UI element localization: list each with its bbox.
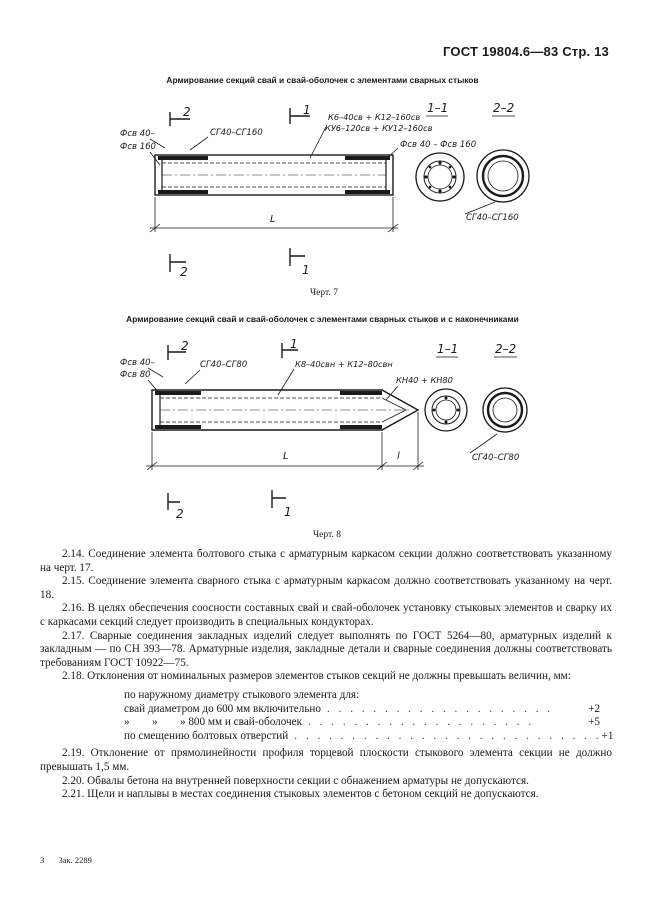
fig2-section-1-top: 1	[290, 337, 298, 351]
paragraph-2-17: 2.17. Сварные соединения закладных изделий следует выполнять по ГОСТ 5264—80, арматурных изделий к закладным — по СН 393—78. Арматурные изделия, закладные детали и сварные соединения должны соответствовать требованиям ГОСТ 10922—75.	[40, 629, 612, 669]
fig2-left-marker-2: Фсв 80	[120, 370, 151, 380]
tolerance-value: +5	[588, 716, 600, 729]
fig1-length: L	[270, 214, 276, 225]
tolerance-row	[40, 716, 612, 730]
fig1-section-2-bottom: 2	[180, 265, 188, 279]
figure-1-caption: Черт. 7	[310, 288, 338, 298]
fig2-section-2-2: 2–2	[495, 342, 517, 356]
fig2-section-2-bottom: 2	[176, 507, 184, 521]
fig2-sg-section: СГ40–СГ80	[472, 453, 520, 463]
tolerance-label: по смещению болтовых отверстий	[124, 729, 289, 742]
tolerance-label: свай диаметром до 600 мм включительно	[124, 702, 321, 715]
page-header: ГОСТ 19804.6—83 Стр. 13	[443, 44, 609, 59]
tolerance-list	[40, 689, 612, 743]
leader-dots: . . . . . . . . . . . . . . . . . . . . . . . . . . .	[294, 729, 602, 742]
fig2-section-1-bottom: 1	[284, 505, 292, 519]
fig2-cage-label: К8–40свн + К12–80свн	[295, 359, 393, 369]
paragraph-2-21: 2.21. Щели и наплывы в местах соединения стыковых элементов с бетоном секций не допускаются.	[62, 788, 539, 801]
fig2-section-2-top: 2	[181, 339, 189, 353]
fig2-length: L	[283, 451, 289, 462]
footer-page-number: 3	[40, 855, 45, 865]
tolerance-value: +1	[601, 729, 614, 742]
paragraph-2-16: 2.16. В целях обеспечения соосности составных свай и свай-оболочек установку стыковых элементов и сварку их с каркасами секций следует производить в специальных кондукторах.	[40, 602, 612, 628]
footer-order: Зак. 2289	[58, 855, 92, 865]
fig1-left-marker: Фсв 40–	[120, 129, 155, 139]
leader-dots: . . . . . . . . . . . . . . . . . . . .	[327, 702, 554, 715]
paragraph-2-20: 2.20. Обвалы бетона на внутренней поверхности секции с обнажением арматуры не допускаются.	[62, 774, 529, 787]
fig1-sg-section: СГ40–СГ160	[466, 213, 519, 223]
tolerance-row	[40, 703, 612, 717]
fig1-cage-label-2: КУ6–120св + КУ12–160св	[325, 123, 433, 133]
body-text	[40, 548, 612, 802]
fig1-cage-label-1: К6–40св + К12–160св	[328, 112, 421, 122]
fig2-tip-length: l	[397, 451, 400, 462]
paragraph-2-14: 2.14. Соединение элемента болтового стыка с арматурным каркасом секции должно соответствовать указанному на черт. 17.	[40, 548, 612, 574]
paragraph-2-18: 2.18. Отклонения от номинальных размеров элементов стыков секций не должны превышать величин, мм:	[62, 670, 571, 683]
fig2-sg-label: СГ40–СГ80	[200, 360, 248, 370]
fig1-section-1-top: 1	[303, 103, 311, 117]
fig1-left-marker-2: Фсв 160	[120, 142, 156, 152]
fig2-left-marker: Фсв 40–	[120, 358, 155, 368]
figure-2-title: Армирование секций свай и свай-оболочек с элементами сварных стыков и с наконечниками	[126, 314, 519, 324]
fig1-section-1-1: 1–1	[427, 101, 449, 115]
page-footer	[40, 855, 92, 865]
paragraph-2-19: 2.19. Отклонение от прямолинейности профиля торцевой плоскости стыкового элемента секции не должно превышать 1,5 мм.	[40, 747, 612, 773]
fig1-section-1-bottom: 1	[302, 263, 310, 277]
paragraph-2-15: 2.15. Соединение элемента сварного стыка с арматурным каркасом должно соответствовать указанному на черт. 18.	[40, 575, 612, 601]
fig2-section-1-1: 1–1	[437, 342, 459, 356]
fig1-section-2-2: 2–2	[493, 101, 515, 115]
fig1-sg-label: СГ40–СГ160	[210, 128, 263, 138]
figure-2-caption: Черт. 8	[313, 530, 341, 540]
tolerance-row	[40, 730, 612, 744]
leader-dots: . . . . . . . . . . . . . . . . . . . .	[308, 716, 535, 729]
fig2-tip-label: КН40 + КН80	[396, 375, 453, 385]
figure-1-title: Армирование секций свай и свай-оболочек с элементами сварных стыков	[166, 75, 479, 85]
tolerance-value: +2	[588, 702, 600, 715]
tolerance-intro: по наружному диаметру стыкового элемента для:	[124, 688, 360, 701]
tolerance-label: » » » 800 мм и свай-оболочек	[124, 716, 303, 729]
fig1-right-marker: Фсв 40 – Фсв 160	[400, 140, 477, 150]
fig1-section-2-top: 2	[183, 105, 191, 119]
